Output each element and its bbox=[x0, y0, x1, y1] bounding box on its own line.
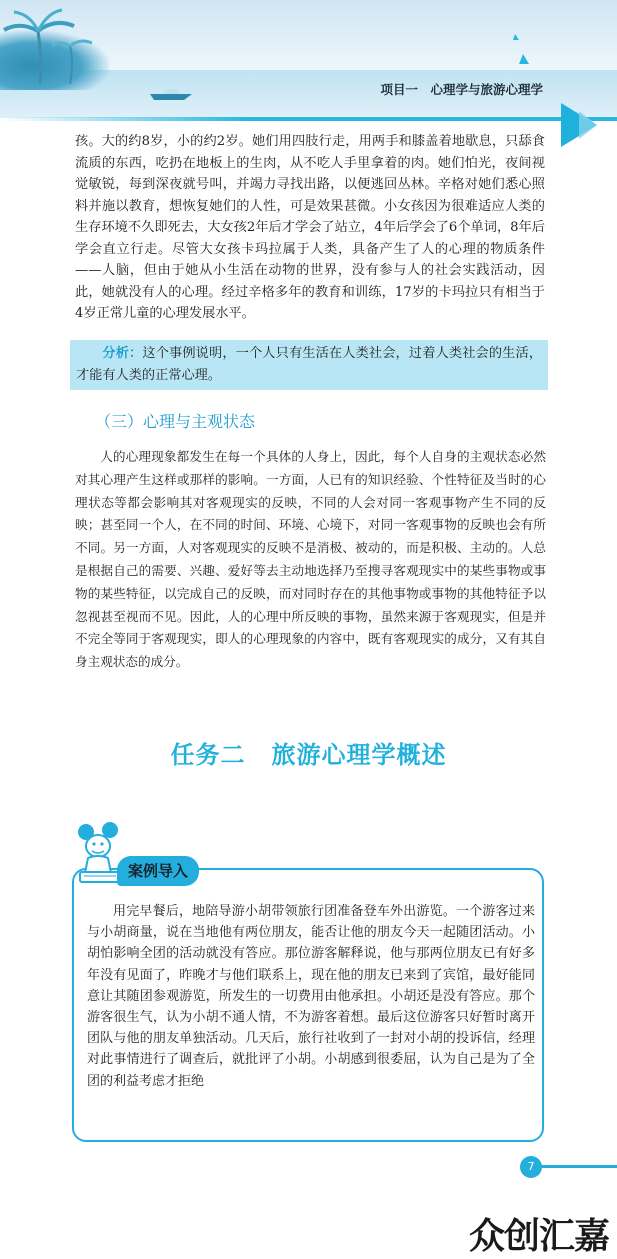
analysis-label: 分析： bbox=[102, 346, 143, 361]
case-intro-label-text: 案例导入 bbox=[127, 862, 188, 880]
page-number-line bbox=[540, 1165, 617, 1168]
speedboat-icon bbox=[148, 86, 198, 104]
watermark-logo: 众创汇嘉 bbox=[468, 1216, 609, 1257]
task-name: 旅游心理学概述 bbox=[271, 740, 447, 769]
header-divider bbox=[0, 117, 617, 121]
section-body-paragraph: 人的心理现象都发生在每一个具体的人身上，因此，每个人自身的主观状态必然对其心理产生这样或那样的影响。一方面，人已有的知识经验、个性特征及当时的心理状态等都会影响其对客观现实的反映，不同的人会对同一客观事物产生不同的反映；甚至同一个人，在不同的时间、环境、心境下，对同一客观事物的反映也会有所不同。另一方面，人对客观现实的反映不是消极、被动的，而是积极、主动的。人总是根据自己的需要、兴趣、爱好等去主动地选择乃至搜寻客观现实中的某些事物或事物的某些特征，以完成自己的反映，而对同时存在的其他事物或事物的其他特征予以忽视甚至视而不见。因此，人的心理中所反映的事物，虽然来源于客观现实，但是并不完全等同于客观现实，即人的心理现象的内容中，既有客观现实的成分，又有其自身主观状态的成分。 bbox=[75, 449, 546, 670]
section-heading: （三）心理与主观状态 bbox=[95, 412, 256, 431]
page-corner-arrow-icon bbox=[557, 101, 617, 149]
analysis-text: 这个事例说明，一个人只有生活在人类社会，过着人类社会的生活，才能有人类的正常心理。 bbox=[76, 346, 543, 383]
analysis-box bbox=[70, 340, 548, 390]
case-story-paragraph: 孩。大的约8岁，小的约2岁。她们用四肢行走，用两手和膝盖着地歇息，只舔食流质的东西，吃扔在地板上的生肉，从不吃人手里拿着的肉。她们怕光，夜间视觉敏锐，每到深夜就号叫，并竭力寻找出路，以便逃回丛林。辛格对她们悉心照料并施以教育，想恢复她们的人性，可是效果甚微。小女孩因为很难适应人类的生存环境不久即死去，大女孩2年后才学会了站立，4年后学会了6个单词，8年后学会直立行走。尽管大女孩卡玛拉属于人类，具备产生了人的心理的物质条件——人脑，但由于她从小生活在动物的世界，没有参与人的社会实践活动，因此，她就没有人的心理。经过辛格多年的教育和训练，17岁的卡玛拉只有相当于4岁正常儿童的心理发展水平。 bbox=[75, 134, 545, 321]
chapter-header-title: 项目一 心理学与旅游心理学 bbox=[380, 82, 543, 97]
task-title bbox=[0, 735, 617, 770]
palm-tree-icon bbox=[0, 6, 110, 86]
decorative-triangles-icon bbox=[505, 30, 535, 70]
header-banner bbox=[0, 0, 617, 118]
case-intro-paragraph: 用完早餐后，地陪导游小胡带领旅行团准备登车外出游览。一个游客过来与小胡商量，说在当地他有两位朋友，能否让他的朋友今天一起随团活动。小胡怕影响全团的活动就没有答应。那位游客解释说，他与那两位朋友已有好多年没有见面了，昨晚才与他们联系上，现在他的朋友已来到了宾馆，最好能同意让其随团参观游览，所发生的一切费用由他承担。小胡还是没有答应。那个游客很生气，认为小胡不通人情，不为游客着想。最后这位游客只好暂时离开团队与他的朋友单独活动。几天后，旅行社收到了一封对小胡的投诉信，经理对此事情进行了调查后，就批评了小胡。小胡感到很委屈，认为自己是为了全团的利益考虑才拒绝 bbox=[87, 904, 535, 1089]
case-intro-label bbox=[117, 856, 199, 886]
task-number: 任务二 bbox=[170, 740, 246, 769]
page-number: 7 bbox=[520, 1156, 542, 1178]
